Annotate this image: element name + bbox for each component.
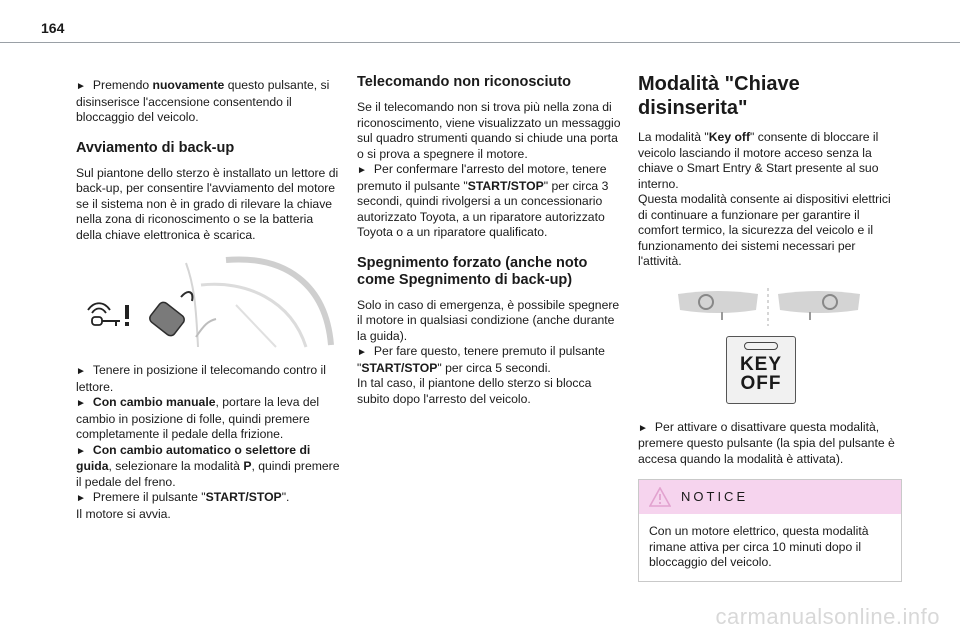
button-indicator-light <box>744 342 778 350</box>
off-label: OFF <box>740 372 782 394</box>
dashboard-icon <box>638 282 902 330</box>
key-off-button[interactable] <box>726 336 796 404</box>
step-forced-shutdown: ► Per fare questo, tenere premuto il pulsante "START/STOP" per circa 5 secondi. <box>357 344 605 375</box>
step-toggle-key-off: ► Per attivare o disattivare questa modalità, premere questo pulsante (la spia del pulsante è accesa quando la modalità è attivata). <box>638 419 895 466</box>
column-2 <box>357 74 621 407</box>
column-1 <box>76 78 340 522</box>
notice-header <box>639 480 901 514</box>
paragraph-key-off-intro: La modalità "Key off" consente di bloccare il veicolo lasciando il motore acceso senza la chiave o Smart Entry & Start presente al suo interno. <box>638 130 879 191</box>
warning-triangle-icon <box>649 487 671 507</box>
arrow-bullet-icon: ► <box>76 366 86 377</box>
key-label: KEY <box>739 353 783 375</box>
step-press-start-stop: ► Premere il pulsante "START/STOP". <box>76 490 340 507</box>
notice-box <box>638 479 902 582</box>
step-manual-gearbox: ► Con cambio manuale, portare la leva del cambio in posizione di folle, quindi premere completamente il pedale della frizione. <box>76 395 320 441</box>
steering-column-key-icon <box>76 255 340 351</box>
notice-text: Con un motore elettrico, questa modalità rimane attiva per circa 10 minuti dopo il bloccaggio del veicolo. <box>649 524 869 569</box>
paragraph-steering-lock: In tal caso, il piantone dello sterzo si blocca subito dopo l'arresto del veicolo. <box>357 376 592 406</box>
arrow-bullet-icon: ► <box>76 398 86 409</box>
arrow-bullet-icon: ► <box>76 445 86 457</box>
arrow-bullet-icon: ► <box>638 422 648 434</box>
arrow-bullet-icon: ► <box>357 165 367 176</box>
paragraph-backup: Sul piantone dello sterzo è installato un lettore di back-up, per consentire l'avviamento del motore se il sistema non è in grado di rilevare la chiave nella zona di riconoscimento o se la batteria della chiave elettronica è scarica. <box>76 165 339 242</box>
header-rule <box>0 42 960 43</box>
heading-backup-start: Avviamento di back-up <box>76 139 235 156</box>
paragraph-engine-starts: Il motore si avvia. <box>76 506 171 521</box>
column-3 <box>638 73 902 582</box>
step-hold-remote: ► Tenere in posizione il telecomando contro il lettore. <box>76 363 326 394</box>
arrow-bullet-icon: ► <box>357 347 367 358</box>
backup-reader-illustration <box>76 255 340 351</box>
paragraph-forced-shutdown: Solo in caso di emergenza, è possibile spegnere il motore in qualsiasi condizione (anche durante la guida). <box>357 297 620 343</box>
dashboard-illustration <box>638 282 902 330</box>
page-number: 164 <box>41 20 65 36</box>
paragraph-remote-not-recognized: Se il telecomando non si trova più nella zona di riconoscimento, viene visualizzato un messaggio sul quadro strumenti quando si chiude una porta o si prova a spegnere il motore. <box>357 100 621 161</box>
arrow-bullet-icon: ► <box>76 493 86 504</box>
heading-remote-not-recognized: Telecomando non riconosciuto <box>357 74 572 90</box>
step-automatic-gearbox: ► Con cambio automatico o selettore di guida, selezionare la modalità P, quindi premere il pedale del freno. <box>76 442 340 489</box>
paragraph-press-again: ► Premendo nuovamente questo pulsante, si disinserisce l'accensione consentendo il bloccaggio del veicolo. <box>76 78 330 124</box>
step-confirm-engine-stop: ► Per confermare l'arresto del motore, tenere premuto il pulsante "START/STOP" per circa 3 secondi, quindi rivolgersi a un concessionario autorizzato Toyota, a un riparatore autorizzato Toyota o a un riparatore qualificato. <box>357 162 609 239</box>
arrow-bullet-icon: ► <box>76 81 86 92</box>
heading-forced-shutdown: Spegnimento forzato (anche noto come Spegnimento di back-up) <box>357 254 588 288</box>
paragraph-key-off-purpose: Questa modalità consente ai dispositivi elettrici di continuare a funzionare per garantire il comfort termico, la sicurezza del veicolo e il funzionamento dei sistemi necessari per l'attività. <box>638 192 891 268</box>
section-title-key-off: Modalità "Chiave disinserita" <box>638 73 800 119</box>
notice-label: NOTICE <box>681 489 749 505</box>
footer-watermark: carmanualsonline.info <box>715 604 940 629</box>
